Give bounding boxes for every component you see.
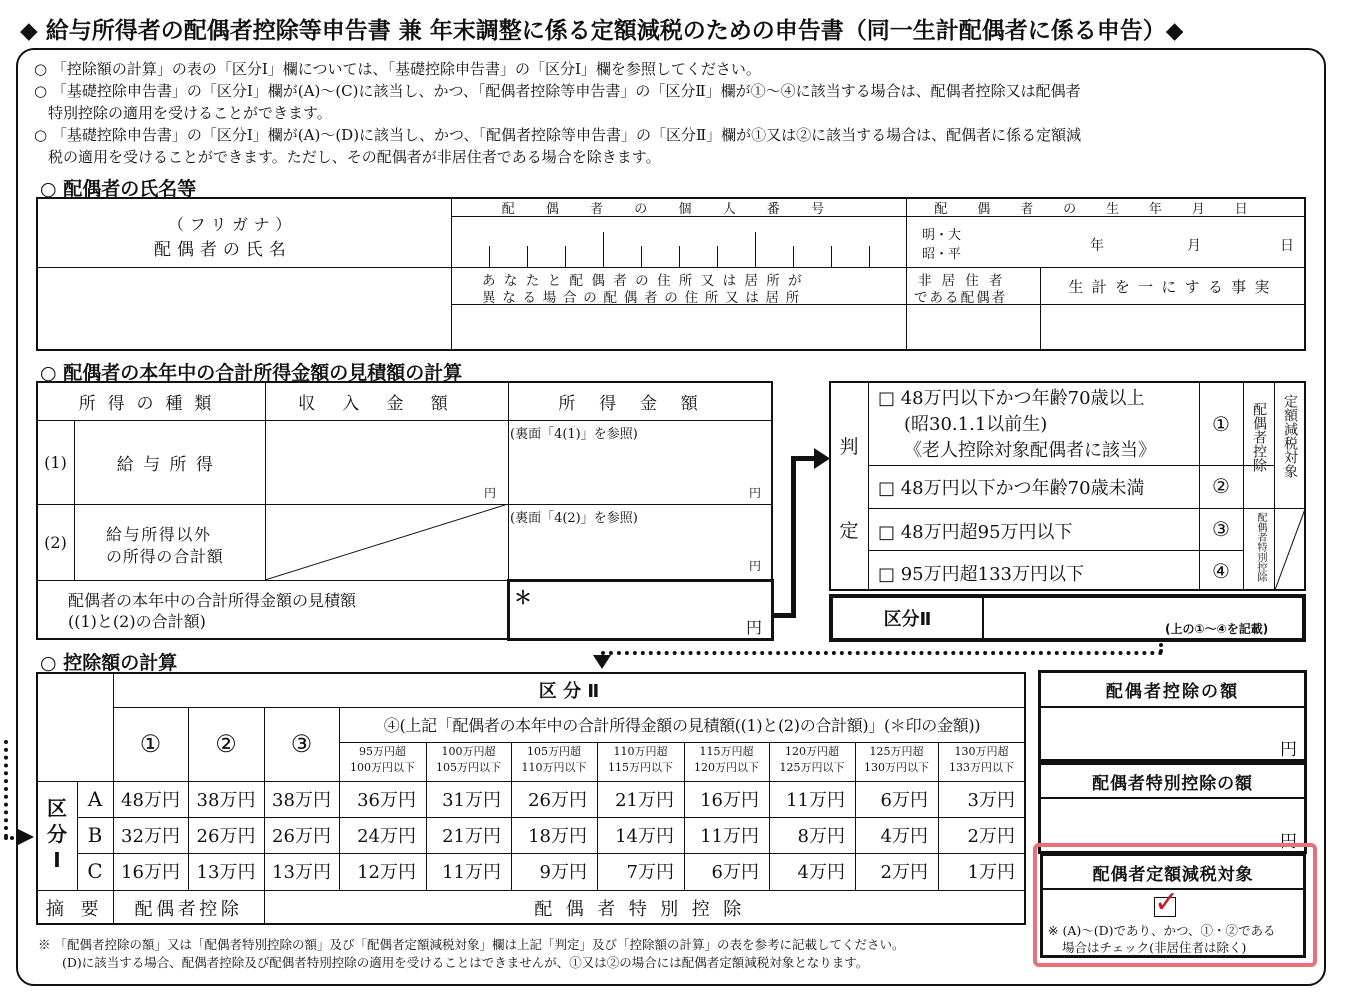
- row-key: C: [87, 859, 103, 883]
- judgment-3-line1: □ 48万円超95万円以下: [878, 522, 1073, 543]
- fixed-tax-note-1: ※ (A)～(D)であり、かつ、①・②である: [1048, 923, 1276, 938]
- judgment-1-line2: (昭30.1.1以前生): [904, 414, 1048, 435]
- nonresident-label-1: 非居住者: [918, 273, 1013, 289]
- deduction-cell: 18万円: [528, 826, 587, 847]
- deduction-cell: 21万円: [442, 826, 501, 847]
- range-header: 130万円超 133万円以下: [949, 745, 1014, 774]
- deduction-cell: 6万円: [880, 790, 928, 811]
- deduction-cell: 4万円: [797, 862, 845, 883]
- side-label-spouse-deduction: 配偶者控除: [1251, 402, 1267, 472]
- day-label: 日: [1280, 238, 1294, 254]
- judgment-label-bottom: 定: [839, 519, 859, 542]
- row1-reference: (裏面「4(1)」を参照): [510, 427, 638, 442]
- judgment-4-line1: □ 95万円超133万円以下: [878, 564, 1084, 585]
- livelihood-label: 生計を一にする事実: [1068, 277, 1278, 296]
- deduction-cell: 38万円: [196, 790, 256, 811]
- range-header: 110万円超 115万円以下: [608, 745, 673, 774]
- spouse-deduction-amount-label: 配偶者控除の額: [1105, 682, 1240, 702]
- fixed-tax-target-label: 配偶者定額減税対象: [1092, 864, 1254, 885]
- row1-revenue-yen: 円: [484, 486, 497, 500]
- deduction-cell: 11万円: [700, 826, 759, 847]
- special-deduction-yen: 円: [1280, 832, 1297, 852]
- address-label-1: あなたと配偶者の住所又は居所が: [482, 273, 811, 289]
- note-2-cont: 特別控除の適用を受けることができます。: [48, 104, 332, 122]
- row2-reference: (裏面「4(2)」を参照): [510, 511, 638, 526]
- row2-income-input[interactable]: [510, 525, 746, 565]
- deduction-cell: 2万円: [967, 826, 1015, 847]
- kubun2-header: 区 分 Ⅱ: [538, 681, 600, 702]
- fixed-tax-note-2: 場合はチェック(非居住者は除く): [1062, 940, 1247, 955]
- deduction-cell: 16万円: [121, 862, 180, 883]
- spouse-deduction-yen: 円: [1280, 740, 1297, 760]
- era-label-2: 昭・平: [922, 247, 962, 262]
- judgment-2-num: ②: [1212, 474, 1230, 498]
- deduction-cell: 16万円: [700, 790, 759, 811]
- judgment-label-top: 判: [839, 435, 859, 458]
- mynumber-label: 配偶者の個人番号: [501, 201, 856, 217]
- deduction-cell: 32万円: [121, 826, 180, 847]
- summary-spouse-deduction: 配偶者控除: [134, 898, 243, 920]
- furigana-label: （フリガナ）: [168, 215, 297, 234]
- range-header: 105万円超 110万円以下: [521, 745, 587, 774]
- note-2: ○ 「基礎控除申告書」の「区分Ⅰ」欄が(A)～(C)に該当し、かつ、「配偶者控除等申告書」の「区分Ⅱ」欄が①～④に該当する場合は、配偶者控除又は配偶者: [34, 82, 1081, 100]
- deduction-cell: 6万円: [711, 862, 759, 883]
- deduction-cell: 24万円: [357, 826, 416, 847]
- judgment-1-line3: 《老人控除対象配偶者に該当》: [904, 440, 1156, 461]
- row1-income-input[interactable]: [510, 442, 746, 482]
- birthdate-label: 配偶者の生年月日: [934, 201, 1278, 217]
- footnote-1: ※ 「配偶者控除の額」又は「配偶者特別控除の額」及び「配偶者定額減税対象」欄は上記「判定」及び「控除額の計算」の表を参考に記載してください。: [38, 937, 905, 952]
- footnote-2: (D)に該当する場合、配偶者控除及び配偶者特別控除の適用を受けることはできませんが、①又は②の場合には配偶者定額減税対象となります。: [62, 955, 869, 970]
- kubun2-note: (上の①～④を記載): [1165, 622, 1269, 636]
- checkmark-icon: ✓: [1154, 885, 1180, 920]
- summary-special-deduction: 配偶者特別控除: [534, 898, 755, 920]
- kubun2-input[interactable]: [986, 599, 1302, 621]
- total-income-box[interactable]: [507, 579, 774, 641]
- deduction-cell: 36万円: [357, 790, 416, 811]
- deduction-cell: 14万円: [615, 826, 674, 847]
- judgment-1-num: ①: [1212, 412, 1230, 436]
- summary-label: 摘 要: [46, 898, 104, 920]
- deduction-cell: 8万円: [797, 826, 845, 847]
- col-income-type: 所得の種類: [78, 393, 224, 414]
- judgment-2-line1: □ 48万円以下かつ年齢70歳未満: [878, 478, 1145, 499]
- deduction-cell: 38万円: [272, 790, 331, 811]
- row-key: A: [87, 787, 103, 811]
- range-header: 95万円超 100万円以下: [350, 745, 415, 774]
- row2-income-yen: 円: [749, 559, 762, 573]
- revenue-na-diagonal: [265, 504, 508, 580]
- total-asterisk: ＊: [514, 588, 532, 609]
- section-spouse-name-heading: ○ 配偶者の氏名等: [40, 178, 197, 200]
- range-header: 125万円超 130万円以下: [864, 745, 929, 774]
- spouse-address-input[interactable]: [453, 306, 905, 349]
- deduction-cell: 13万円: [272, 862, 331, 883]
- side-label-special-deduction: 配偶者特別控除: [1255, 512, 1266, 582]
- note-1: ○ 「控除額の計算」の表の「区分Ⅰ」欄については、「基礎控除申告書」の「区分Ⅰ」欄を参照してください。: [34, 60, 761, 78]
- section-deduction-calc-heading: ○ 控除額の計算: [40, 652, 178, 674]
- row2-label-1: 給与所得以外: [106, 525, 212, 544]
- row1-label: 給与所得: [116, 454, 223, 475]
- nonresident-label-2: である配偶者: [914, 290, 1008, 306]
- section-income-estimate-heading: ○ 配偶者の本年中の合計所得金額の見積額の計算: [40, 362, 463, 384]
- col-4-header: ④(上記「配偶者の本年中の合計所得金額の見積額((1)と(2)の合計額)」(＊印の金額)): [383, 716, 981, 735]
- deduction-cell: 48万円: [121, 790, 180, 811]
- address-label-2: 異なる場合の配偶者の住所又は居所: [482, 290, 806, 306]
- deduction-cell: 9万円: [539, 862, 587, 883]
- deduction-cell: 12万円: [357, 862, 416, 883]
- deduction-cell: 11万円: [786, 790, 845, 811]
- side-label-fixed-tax: 定額減税対象: [1282, 394, 1298, 478]
- special-deduction-amount-label: 配偶者特別控除の額: [1092, 773, 1253, 794]
- livelihood-input[interactable]: [1042, 306, 1304, 349]
- note-3: ○ 「基礎控除申告書」の「区分Ⅰ」欄が(A)～(D)に該当し、かつ、「配偶者控除等申告書」の「区分Ⅱ」欄が①又は②に該当する場合は、配偶者に係る定額減: [34, 126, 1082, 144]
- col-revenue: 収入金額: [298, 393, 475, 414]
- deduction-cell: 4万円: [880, 826, 928, 847]
- nonresident-checkbox-area[interactable]: [908, 306, 1039, 349]
- spouse-name-input[interactable]: [38, 269, 450, 349]
- deduction-cell: 3万円: [967, 790, 1015, 811]
- note-3-cont: 税の適用を受けることができます。ただし、その配偶者が非居住者である場合を除きます。: [48, 148, 661, 166]
- col-income-amount: 所得金額: [558, 393, 722, 414]
- deduction-cell: 7万円: [626, 862, 674, 883]
- total-yen: 円: [746, 618, 763, 637]
- col-2-header: ②: [215, 730, 237, 758]
- range-header: 115万円超 120万円以下: [694, 745, 759, 774]
- deduction-cell: 13万円: [196, 862, 256, 883]
- deduction-cell: 11万円: [442, 862, 501, 883]
- range-header: 100万円超 105万円以下: [436, 745, 501, 774]
- total-label-2: ((1)と(2)の合計額): [68, 612, 206, 631]
- row2-number: (2): [44, 532, 67, 552]
- deduction-cell: 26万円: [196, 826, 256, 847]
- row1-income-yen: 円: [749, 486, 762, 500]
- deduction-cell: 21万円: [615, 790, 674, 811]
- deduction-cell: 31万円: [442, 790, 501, 811]
- judgment-4-num: ④: [1212, 559, 1230, 583]
- month-label: 月: [1187, 238, 1201, 254]
- col-1-header: ①: [139, 730, 162, 758]
- kubun2-label: 区分Ⅱ: [883, 609, 932, 630]
- row-key: B: [87, 823, 103, 847]
- form-title: ◆ 給与所得者の配偶者控除等申告書 兼 年末調整に係る定額減税のための申告書（同一生計配偶者に係る申告）◆: [20, 18, 1184, 44]
- range-header: 120万円超 125万円以下: [779, 745, 845, 774]
- deduction-cell: 1万円: [967, 862, 1015, 883]
- deduction-cell: 2万円: [880, 862, 928, 883]
- row1-revenue-input[interactable]: [267, 440, 483, 480]
- deduction-cell: 26万円: [528, 790, 587, 811]
- special-deduction-amount-input[interactable]: [1043, 802, 1275, 848]
- era-label-1: 明・大: [922, 228, 962, 243]
- judgment-3-num: ③: [1212, 517, 1230, 541]
- judgment-na-diagonal: [1275, 509, 1305, 590]
- spouse-deduction-amount-input[interactable]: [1043, 712, 1275, 756]
- col-3-header: ③: [290, 730, 313, 758]
- deduction-cell: 26万円: [272, 826, 331, 847]
- total-label-1: 配偶者の本年中の合計所得金額の見積額: [68, 591, 357, 610]
- row1-number: (1): [44, 452, 67, 472]
- year-label: 年: [1090, 238, 1104, 254]
- kubun1-label: 区 分 Ⅰ: [47, 796, 67, 872]
- judgment-1-line1: □ 48万円以下かつ年齢70歳以上: [878, 388, 1145, 409]
- spouse-name-label: 配偶者の氏名: [154, 240, 292, 260]
- row2-label-2: の所得の合計額: [106, 547, 224, 566]
